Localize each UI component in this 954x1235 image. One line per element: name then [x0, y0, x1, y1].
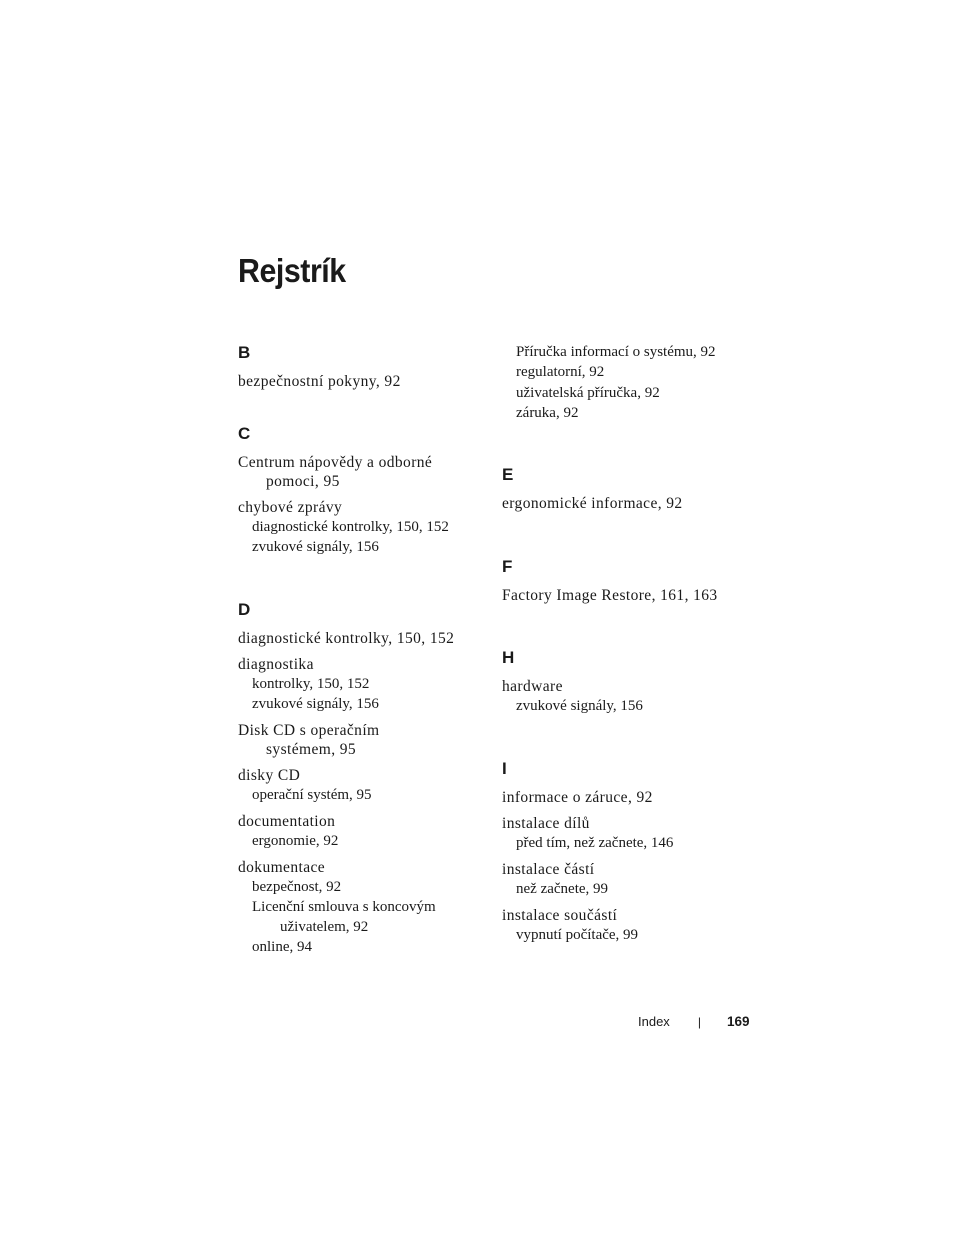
entry-subterm: Příručka informací o systému, 92: [516, 344, 716, 360]
index-entry: [502, 586, 747, 605]
entry-term: diagnostika: [238, 656, 314, 673]
entry-subterm: regulatorní, 92: [516, 364, 605, 381]
index-entry: [502, 788, 747, 807]
footer-section-label: Index: [638, 1014, 670, 1029]
entry-subterm: vypnutí počítače, 99: [516, 927, 639, 944]
page-footer: [638, 1014, 749, 1029]
index-entry: [502, 860, 747, 899]
entry-term: Centrum nápovědy a odborné: [238, 454, 433, 471]
entry-subterm: zvukové signály, 156: [516, 698, 643, 715]
index-letter-h: H: [502, 648, 515, 668]
index-entry: [502, 906, 747, 945]
footer-separator: |: [697, 1014, 701, 1029]
index-letter-e: E: [502, 465, 514, 485]
index-entry: [238, 372, 483, 391]
index-entry: [238, 721, 483, 759]
index-group-b: [238, 342, 483, 391]
index-column-right: [502, 342, 747, 945]
index-letter-i: I: [502, 759, 507, 779]
entry-subterm-continued: uživatelem, 92: [280, 919, 369, 935]
entry-term: dokumentace: [238, 859, 326, 876]
entry-term: Disk CD s operačním: [238, 722, 380, 739]
entry-subterm: Licenční smlouva s koncovým: [252, 899, 436, 915]
index-group-i: [502, 758, 747, 945]
index-entry: [502, 677, 747, 716]
index-letter-f: F: [502, 557, 513, 577]
entry-term: Factory Image Restore, 161, 163: [502, 587, 718, 605]
index-entry: [238, 629, 483, 648]
entry-term: chybové zprávy: [238, 499, 343, 516]
index-entry: [238, 766, 483, 805]
index-group-h: [502, 647, 747, 716]
entry-subterm: online, 94: [252, 939, 312, 955]
index-entry: [238, 453, 483, 491]
index-group-d-continued: [502, 342, 747, 423]
entry-subterm: diagnostické kontrolky, 150, 152: [252, 519, 449, 535]
index-letter-c: C: [238, 424, 251, 443]
entry-term: disky CD: [238, 767, 301, 784]
entry-term: bezpečnostní pokyny, 92: [238, 373, 401, 390]
entry-subterm: operační systém, 95: [252, 787, 372, 803]
index-group-e: [502, 464, 747, 513]
entry-term: informace o záruce, 92: [502, 789, 653, 807]
index-entry: [238, 812, 483, 851]
entry-subterm: před tím, než začnete, 146: [516, 835, 674, 852]
index-group-d: [238, 599, 483, 957]
entry-subterm: než začnete, 99: [516, 881, 609, 898]
index-entry: [238, 498, 483, 557]
entry-subterm: záruka, 92: [516, 404, 579, 421]
entry-subterm: bezpečnost, 92: [252, 879, 342, 895]
index-column-left: [238, 342, 483, 957]
entry-term: diagnostické kontrolky, 150, 152: [238, 630, 455, 647]
index-letter-d: D: [238, 600, 251, 619]
index-entry: [238, 858, 483, 957]
entry-term: instalace dílů: [502, 815, 590, 833]
entry-term: ergonomické informace, 92: [502, 495, 683, 513]
entry-term-continued: systémem, 95: [266, 741, 357, 758]
entry-term-continued: pomoci, 95: [266, 473, 340, 490]
entry-subterm: kontrolky, 150, 152: [252, 676, 370, 692]
page-title: Rejstrík: [238, 252, 346, 289]
index-entry: [502, 814, 747, 853]
index-entry: [502, 494, 747, 513]
entry-subterm: zvukové signály, 156: [252, 696, 379, 712]
index-group-f: [502, 556, 747, 605]
index-entry: [238, 655, 483, 714]
entry-term: instalace součástí: [502, 907, 618, 925]
entry-term: documentation: [238, 813, 336, 830]
page-number: 169: [726, 1014, 750, 1029]
index-group-c: [238, 423, 483, 557]
entry-term: instalace částí: [502, 861, 595, 879]
entry-subterm: ergonomie, 92: [252, 833, 339, 849]
index-letter-b: B: [238, 343, 251, 362]
entry-subterm: zvukové signály, 156: [252, 539, 379, 555]
entry-subterm: uživatelská příručka, 92: [516, 384, 660, 401]
entry-term: hardware: [502, 678, 563, 696]
